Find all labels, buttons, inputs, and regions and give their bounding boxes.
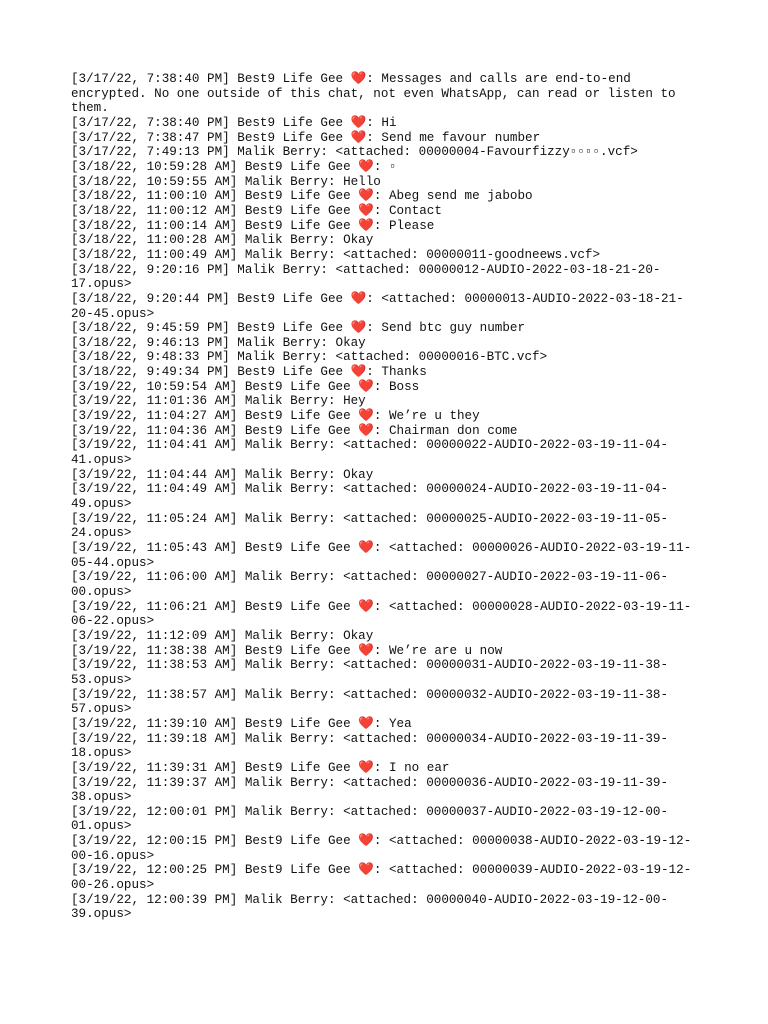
message-line: [3/19/22, 11:38:38 AM] Best9 Life Gee ❤️: We’re are u now bbox=[71, 643, 503, 658]
message-line: [3/19/22, 11:04:41 AM] Malik Berry: <attached: 00000022-AUDIO-2022-03-19-11-04-41.opus> bbox=[71, 438, 669, 468]
message-line: [3/18/22, 11:00:14 AM] Best9 Life Gee ❤️: Please bbox=[71, 218, 435, 233]
message-line: [3/18/22, 9:46:13 PM] Malik Berry: Okay bbox=[71, 335, 366, 350]
message-line: [3/18/22, 11:00:49 AM] Malik Berry: <attached: 00000011-goodneews.vcf> bbox=[71, 247, 601, 262]
message-line: [3/17/22, 7:49:13 PM] Malik Berry: <attached: 00000004-Favourfizzy▫▫▫▫.vcf> bbox=[71, 145, 638, 160]
message-line: [3/18/22, 9:49:34 PM] Best9 Life Gee ❤️: Thanks bbox=[71, 365, 427, 380]
message-line: [3/19/22, 12:00:25 PM] Best9 Life Gee ❤️: <attached: 00000039-AUDIO-2022-03-19-12-00-26.opus> bbox=[71, 863, 692, 893]
message-line: [3/19/22, 12:00:01 PM] Malik Berry: <attached: 00000037-AUDIO-2022-03-19-12-00-01.opus> bbox=[71, 804, 669, 834]
message-line: [3/18/22, 9:20:16 PM] Malik Berry: <attached: 00000012-AUDIO-2022-03-18-21-20-17.opus> bbox=[71, 262, 661, 292]
message-line: [3/19/22, 11:38:53 AM] Malik Berry: <attached: 00000031-AUDIO-2022-03-19-11-38-53.opus> bbox=[71, 658, 669, 687]
message-line: [3/18/22, 9:45:59 PM] Best9 Life Gee ❤️: Send btc guy number bbox=[71, 321, 526, 336]
message-line: [3/17/22, 7:38:40 PM] Best9 Life Gee ❤️: Messages and calls are end-to-end encrypted. No one outside of this chat, not even WhatsApp, can read or listen to them. bbox=[71, 72, 684, 116]
message-line: [3/17/22, 7:38:40 PM] Best9 Life Gee ❤️: Hi bbox=[71, 115, 397, 130]
message-line: [3/19/22, 11:05:43 AM] Best9 Life Gee ❤️: <attached: 00000026-AUDIO-2022-03-19-11-05-44.opus> bbox=[71, 541, 692, 570]
message-line: [3/19/22, 11:39:37 AM] Malik Berry: <attached: 00000036-AUDIO-2022-03-19-11-39-38.opus> bbox=[71, 775, 669, 805]
message-line: [3/19/22, 10:59:54 AM] Best9 Life Gee ❤️: Boss bbox=[71, 379, 420, 394]
message-line: [3/19/22, 11:04:44 AM] Malik Berry: Okay bbox=[71, 467, 374, 482]
message-line: [3/19/22, 11:05:24 AM] Malik Berry: <attached: 00000025-AUDIO-2022-03-19-11-05-24.opus> bbox=[71, 511, 669, 541]
message-line: [3/19/22, 11:04:36 AM] Best9 Life Gee ❤️: Chairman don come bbox=[71, 423, 518, 438]
message-line: [3/18/22, 10:59:28 AM] Best9 Life Gee ❤️: ▫ bbox=[71, 159, 397, 174]
message-line: [3/18/22, 9:48:33 PM] Malik Berry: <attached: 00000016-BTC.vcf> bbox=[71, 350, 548, 365]
message-line: [3/19/22, 11:39:31 AM] Best9 Life Gee ❤️: I no ear bbox=[71, 760, 450, 775]
message-line: [3/19/22, 11:39:18 AM] Malik Berry: <attached: 00000034-AUDIO-2022-03-19-11-39-18.opus> bbox=[71, 731, 669, 761]
message-line: [3/17/22, 7:38:47 PM] Best9 Life Gee ❤️: Send me favour number bbox=[71, 130, 541, 145]
chat-transcript bbox=[71, 72, 701, 922]
message-line: [3/19/22, 11:04:27 AM] Best9 Life Gee ❤️: We’re u they bbox=[71, 409, 480, 424]
message-line: [3/18/22, 11:00:10 AM] Best9 Life Gee ❤️: Abeg send me jabobo bbox=[71, 189, 533, 204]
message-line: [3/19/22, 11:39:10 AM] Best9 Life Gee ❤️: Yea bbox=[71, 716, 412, 731]
message-line: [3/19/22, 11:04:49 AM] Malik Berry: <attached: 00000024-AUDIO-2022-03-19-11-04-49.opus> bbox=[71, 482, 669, 512]
message-line: [3/18/22, 10:59:55 AM] Malik Berry: Hello bbox=[71, 174, 381, 189]
message-line: [3/18/22, 11:00:28 AM] Malik Berry: Okay bbox=[71, 233, 374, 248]
message-line: [3/18/22, 11:00:12 AM] Best9 Life Gee ❤️: Contact bbox=[71, 203, 442, 218]
message-line: [3/19/22, 11:01:36 AM] Malik Berry: Hey bbox=[71, 394, 366, 409]
message-line: [3/19/22, 11:12:09 AM] Malik Berry: Okay bbox=[71, 628, 374, 643]
message-line: [3/18/22, 9:20:44 PM] Best9 Life Gee ❤️: <attached: 00000013-AUDIO-2022-03-18-21-20-45.opus> bbox=[71, 291, 684, 321]
message-line: [3/19/22, 12:00:15 PM] Best9 Life Gee ❤️: <attached: 00000038-AUDIO-2022-03-19-12-00-16.opus> bbox=[71, 834, 692, 863]
message-line: [3/19/22, 11:38:57 AM] Malik Berry: <attached: 00000032-AUDIO-2022-03-19-11-38-57.opus> bbox=[71, 687, 669, 717]
message-line: [3/19/22, 11:06:21 AM] Best9 Life Gee ❤️: <attached: 00000028-AUDIO-2022-03-19-11-06-22.opus> bbox=[71, 599, 692, 629]
message-line: [3/19/22, 11:06:00 AM] Malik Berry: <attached: 00000027-AUDIO-2022-03-19-11-06-00.opus> bbox=[71, 570, 669, 599]
message-line: [3/19/22, 12:00:39 PM] Malik Berry: <attached: 00000040-AUDIO-2022-03-19-12-00-39.opus> bbox=[71, 892, 669, 922]
